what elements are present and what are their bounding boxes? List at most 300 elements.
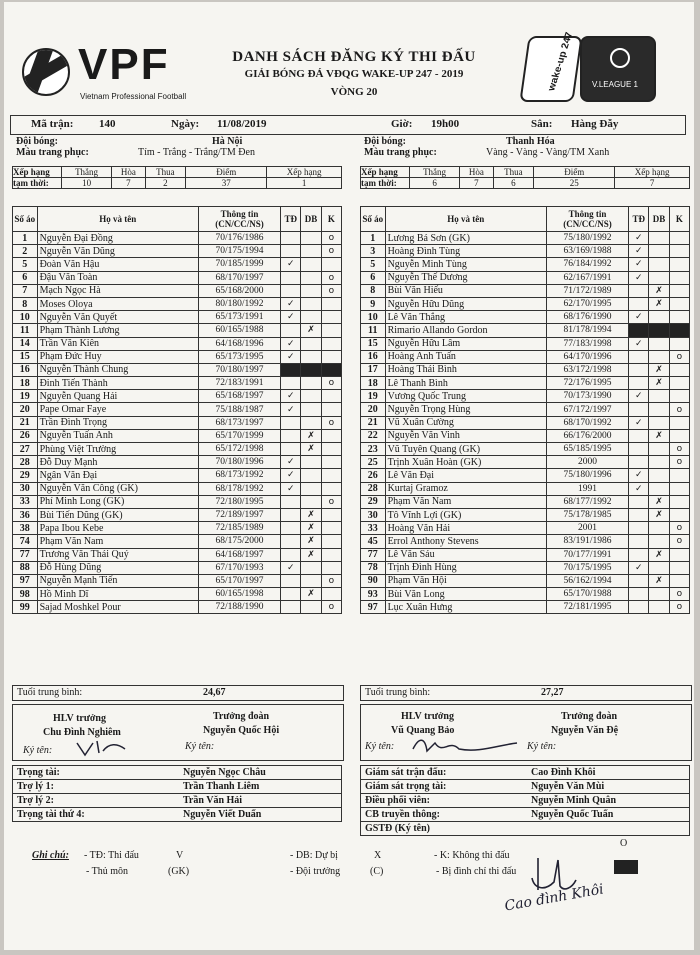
player-number: 27: [13, 443, 38, 456]
official-name: Nguyễn Quốc Tuấn: [531, 809, 614, 820]
player-db-mark: [649, 258, 669, 271]
player-db-mark: [649, 535, 669, 548]
player-number: 25: [361, 456, 386, 469]
player-td-mark: [629, 574, 649, 587]
vleague-emblem-icon: [610, 48, 630, 68]
official-role: Giám sát trọng tài:: [365, 781, 447, 792]
player-k-mark: [669, 561, 689, 574]
player-info: 62/170/1995: [546, 297, 628, 310]
player-td-mark: [629, 443, 649, 456]
player-name: Lê Văn Đại: [385, 469, 546, 482]
player-row: [361, 232, 690, 245]
player-td-mark: [629, 601, 649, 614]
player-info: 72/181/1995: [546, 601, 628, 614]
player-info: 68/170/1997: [198, 271, 280, 284]
player-td-mark: [281, 443, 301, 456]
player-number: 1: [13, 232, 38, 245]
player-row: [361, 495, 690, 508]
player-td-mark: [629, 350, 649, 363]
player-k-mark: [321, 311, 341, 324]
player-name: Trương Văn Thái Quý: [37, 548, 198, 561]
home-avg-age: Tuổi trung bình: 24,67: [12, 685, 344, 701]
player-td-mark: [281, 548, 301, 561]
player-name: Lục Xuân Hưng: [385, 601, 546, 614]
player-k-mark: [669, 245, 689, 258]
legend-gk: - Thủ môn: [86, 866, 129, 877]
player-name: Phạm Văn Nam: [37, 535, 198, 548]
player-info: 65/168/1997: [198, 390, 280, 403]
player-row: [13, 403, 342, 416]
home-coach-signature: [73, 739, 133, 759]
player-name: Mạch Ngọc Hà: [37, 284, 198, 297]
player-number: 20: [361, 403, 386, 416]
player-db-mark: ✗: [301, 522, 321, 535]
player-k-mark: [669, 574, 689, 587]
player-db-mark: [301, 469, 321, 482]
player-db-mark: [301, 390, 321, 403]
official-role: Trợ lý 1:: [17, 781, 55, 792]
player-number: 28: [361, 482, 386, 495]
player-db-mark: ✗: [649, 495, 669, 508]
player-info: 65/173/1995: [198, 350, 280, 363]
player-row: [13, 522, 342, 535]
player-k-mark: o: [669, 522, 689, 535]
player-db-mark: ✗: [649, 574, 669, 587]
player-number: 18: [361, 377, 386, 390]
player-db-mark: ✗: [301, 508, 321, 521]
player-td-mark: ✓: [629, 245, 649, 258]
player-k-mark: [321, 403, 341, 416]
player-db-mark: [301, 403, 321, 416]
player-name: Hồ Minh Dĩ: [37, 588, 198, 601]
player-name: Rimario Allando Gordon: [385, 324, 546, 337]
player-row: [361, 258, 690, 271]
player-name: Nguyễn Thành Chung: [37, 363, 198, 376]
player-k-mark: [321, 535, 341, 548]
player-info: 68/177/1992: [546, 495, 628, 508]
player-name: Trần Văn Kiên: [37, 337, 198, 350]
player-k-mark: [321, 350, 341, 363]
player-info: 63/169/1988: [546, 245, 628, 258]
player-info: 68/176/1990: [546, 311, 628, 324]
player-name: Trịnh Xuân Hoàn (GK): [385, 456, 546, 469]
player-number: 10: [13, 311, 38, 324]
legend-suspended: - Bị đình chỉ thi đấu: [436, 866, 517, 877]
stadium: Hàng Đẫy: [571, 118, 619, 130]
player-info: 68/170/1992: [546, 416, 628, 429]
player-name: Trần Đình Trọng: [37, 416, 198, 429]
player-name: Phùng Việt Trường: [37, 443, 198, 456]
player-info: 83/191/1986: [546, 535, 628, 548]
player-k-mark: [669, 429, 689, 442]
player-row: [361, 403, 690, 416]
player-number: 98: [13, 588, 38, 601]
player-number: 26: [13, 429, 38, 442]
stadium-label: Sân:: [531, 118, 553, 130]
player-td-mark: ✓: [629, 416, 649, 429]
player-td-mark: [281, 588, 301, 601]
player-row: [361, 601, 690, 614]
referee-list: [12, 765, 342, 822]
player-td-mark: [281, 245, 301, 258]
player-td-mark: [281, 377, 301, 390]
legend-td-symbol: V: [176, 850, 184, 861]
player-number: 23: [361, 443, 386, 456]
player-info: 71/172/1989: [546, 284, 628, 297]
home-team-name: Hà Nội: [212, 136, 243, 147]
official-row: [360, 780, 690, 794]
player-db-mark: [301, 495, 321, 508]
player-info: 65/173/1991: [198, 311, 280, 324]
player-row: [13, 601, 342, 614]
player-name: Ngân Văn Đại: [37, 469, 198, 482]
official-name: Trần Thanh Liêm: [183, 781, 260, 792]
player-name: Nguyễn Hữu Dũng: [385, 297, 546, 310]
player-number: 33: [361, 522, 386, 535]
player-db-mark: [649, 561, 669, 574]
player-number: 22: [361, 429, 386, 442]
official-name: Cao Đình Khôi: [531, 767, 596, 778]
player-db-mark: ✗: [649, 363, 669, 376]
player-db-mark: [649, 588, 669, 601]
player-number: 10: [361, 311, 386, 324]
player-name: Hoàng Văn Hải: [385, 522, 546, 535]
player-k-mark: [321, 456, 341, 469]
player-row: [361, 522, 690, 535]
player-td-mark: [281, 574, 301, 587]
player-k-mark: [669, 416, 689, 429]
player-number: 8: [361, 284, 386, 297]
player-td-mark: ✓: [281, 469, 301, 482]
player-info: 75/178/1985: [546, 508, 628, 521]
player-name: Nguyễn Văn Quyết: [37, 311, 198, 324]
player-number: 16: [361, 350, 386, 363]
player-name: Sajad Moshkel Pour: [37, 601, 198, 614]
home-standings: Xếp hạng Thắng Hòa Thua Điểm Xếp hạng tạm thời: 10 7 2 37 1: [12, 166, 342, 189]
player-info: 70/177/1991: [546, 548, 628, 561]
player-name: Errol Anthony Stevens: [385, 535, 546, 548]
player-number: 2: [13, 245, 38, 258]
player-name: Nguyễn Trọng Hùng: [385, 403, 546, 416]
player-db-mark: ✗: [649, 284, 669, 297]
player-row: [13, 258, 342, 271]
player-number: 97: [13, 574, 38, 587]
player-row: [13, 469, 342, 482]
player-number: 74: [13, 535, 38, 548]
player-k-mark: [669, 271, 689, 284]
vleague-logo: V.LEAGUE 1: [580, 36, 656, 102]
player-k-mark: [321, 337, 341, 350]
player-td-mark: [281, 271, 301, 284]
player-k-mark: [321, 258, 341, 271]
tournament-name: GIẢI BÓNG ĐÁ VĐQG WAKE-UP 247 - 2019: [244, 68, 464, 80]
player-row: [361, 311, 690, 324]
player-k-mark: [321, 297, 341, 310]
player-name: Nguyễn Văn Dũng: [37, 245, 198, 258]
player-db-mark: [301, 232, 321, 245]
player-number: 7: [13, 284, 38, 297]
player-row: [361, 390, 690, 403]
player-k-mark: [669, 284, 689, 297]
player-row: [13, 429, 342, 442]
player-k-mark: o: [669, 443, 689, 456]
player-k-mark: o: [321, 495, 341, 508]
player-db-mark: [301, 311, 321, 324]
official-row: [12, 780, 342, 794]
player-db-mark: [301, 284, 321, 297]
player-number: 36: [13, 508, 38, 521]
away-team-info: Đội bóng: Thanh Hóa Màu trang phục: Vàng - Vàng - Vàng/TM Xanh: [364, 136, 610, 158]
player-db-mark: ✗: [301, 548, 321, 561]
player-number: 15: [361, 337, 386, 350]
player-db-mark: [649, 232, 669, 245]
player-td-mark: [281, 232, 301, 245]
legend-captain-symbol: (C): [370, 866, 384, 877]
player-number: 29: [13, 469, 38, 482]
player-row: [361, 363, 690, 376]
player-name: Nguyễn Đại Đồng: [37, 232, 198, 245]
player-k-mark: [669, 232, 689, 245]
match-date-label: Ngày:: [171, 118, 200, 130]
player-number: 45: [361, 535, 386, 548]
player-db-mark: [649, 271, 669, 284]
player-k-mark: [669, 469, 689, 482]
player-number: 14: [13, 337, 38, 350]
player-name: Hoàng Thái Bình: [385, 363, 546, 376]
player-name: Lê Văn Thắng: [385, 311, 546, 324]
player-number: 8: [13, 297, 38, 310]
player-row: [13, 574, 342, 587]
player-row: [13, 271, 342, 284]
player-td-mark: ✓: [281, 337, 301, 350]
player-k-mark: [321, 588, 341, 601]
player-db-mark: [301, 456, 321, 469]
player-info: 67/172/1997: [546, 403, 628, 416]
player-db-mark: ✗: [649, 508, 669, 521]
home-kit: Tím - Trắng - Trắng/TM Đen: [138, 147, 255, 158]
player-db-mark: [649, 403, 669, 416]
player-db-mark: ✗: [301, 535, 321, 548]
wakeup-logo: wake-up 247: [519, 36, 582, 102]
player-info: 65/170/1999: [198, 429, 280, 442]
player-td-mark: [281, 416, 301, 429]
player-name: Bùi Tiến Dũng (GK): [37, 508, 198, 521]
player-info: 65/168/2000: [198, 284, 280, 297]
player-number: 6: [13, 271, 38, 284]
player-db-mark: [649, 601, 669, 614]
player-number: 99: [13, 601, 38, 614]
player-name: Bùi Văn Hiếu: [385, 284, 546, 297]
player-number: 15: [13, 350, 38, 363]
player-number: 5: [13, 258, 38, 271]
home-leader-name: Nguyễn Quốc Hội: [203, 725, 280, 736]
player-info: 72/189/1997: [198, 508, 280, 521]
player-info: 75/180/1996: [546, 469, 628, 482]
player-info: 68/178/1992: [198, 482, 280, 495]
player-td-mark: ✓: [629, 469, 649, 482]
player-number: 30: [13, 482, 38, 495]
player-name: Pape Omar Faye: [37, 403, 198, 416]
player-name: Lê Văn Sáu: [385, 548, 546, 561]
player-name: Nguyễn Tuấn Anh: [37, 429, 198, 442]
player-info: 70/185/1999: [198, 258, 280, 271]
player-name: Hoàng Anh Tuấn: [385, 350, 546, 363]
player-td-mark: ✓: [281, 403, 301, 416]
player-k-mark: o: [669, 535, 689, 548]
player-k-mark: o: [669, 403, 689, 416]
player-name: Nguyễn Hữu Lâm: [385, 337, 546, 350]
player-row: [13, 443, 342, 456]
player-number: 21: [361, 416, 386, 429]
player-row: [361, 416, 690, 429]
player-db-mark: ✗: [649, 548, 669, 561]
match-date: 11/08/2019: [217, 118, 267, 130]
player-info: 68/173/1992: [198, 469, 280, 482]
player-db-mark: [649, 522, 669, 535]
player-db-mark: ✗: [301, 443, 321, 456]
player-db-mark: [649, 324, 669, 337]
away-standings: Xếp hạng Thắng Hòa Thua Điểm Xếp hạng tạm thời: 6 7 6 25 7: [360, 166, 690, 189]
player-row: [13, 363, 342, 376]
player-db-mark: [301, 482, 321, 495]
player-name: Đinh Tiến Thành: [37, 377, 198, 390]
player-td-mark: [281, 429, 301, 442]
player-db-mark: [649, 416, 669, 429]
player-row: [361, 297, 690, 310]
player-number: 78: [361, 561, 386, 574]
player-db-mark: [301, 245, 321, 258]
player-row: [13, 416, 342, 429]
player-number: 97: [361, 601, 386, 614]
player-number: 19: [361, 390, 386, 403]
player-k-mark: [669, 324, 689, 337]
player-name: Nguyễn Quang Hải: [37, 390, 198, 403]
player-td-mark: ✓: [629, 561, 649, 574]
player-name: Vũ Xuân Cường: [385, 416, 546, 429]
player-k-mark: [669, 337, 689, 350]
legend-k: - K: Không thi đấu: [434, 850, 510, 861]
player-name: Nguyễn Mạnh Tiến: [37, 574, 198, 587]
player-row: [361, 561, 690, 574]
player-name: Lê Thanh Bình: [385, 377, 546, 390]
player-info: 75/180/1992: [546, 232, 628, 245]
player-db-mark: ✗: [649, 297, 669, 310]
player-td-mark: ✓: [629, 482, 649, 495]
legend-note: Ghi chú:: [32, 850, 69, 861]
vpf-logo-subtitle: Vietnam Professional Football: [80, 92, 187, 101]
player-info: 65/185/1995: [546, 443, 628, 456]
player-td-mark: [629, 548, 649, 561]
official-row: [12, 794, 342, 808]
player-info: 64/170/1996: [546, 350, 628, 363]
player-number: 3: [361, 245, 386, 258]
player-info: 72/188/1990: [198, 601, 280, 614]
player-number: 11: [361, 324, 386, 337]
official-role: CB truyền thông:: [365, 809, 441, 820]
match-code: 140: [99, 118, 116, 130]
player-td-mark: [629, 456, 649, 469]
player-row: [13, 337, 342, 350]
player-td-mark: [281, 535, 301, 548]
player-info: 56/162/1994: [546, 574, 628, 587]
player-info: 68/173/1997: [198, 416, 280, 429]
player-row: [13, 482, 342, 495]
official-row: [360, 794, 690, 808]
official-row: [360, 765, 690, 780]
player-row: [361, 574, 690, 587]
official-role: Trọng tài:: [17, 767, 60, 778]
player-k-mark: o: [669, 350, 689, 363]
player-number: 16: [13, 363, 38, 376]
official-list: [360, 765, 690, 836]
away-staff: HLV trưởng Vũ Quang Bảo Ký tên: Trưởng đoàn Nguyễn Văn Đệ Ký tên:: [360, 704, 692, 761]
player-info: 72/185/1989: [198, 522, 280, 535]
player-name: Papa Ibou Kebe: [37, 522, 198, 535]
player-db-mark: [301, 561, 321, 574]
player-k-mark: [321, 469, 341, 482]
player-td-mark: [281, 324, 301, 337]
player-name: Tô Vĩnh Lợi (GK): [385, 508, 546, 521]
player-number: 77: [13, 548, 38, 561]
official-role: Trọng tài thứ 4:: [17, 809, 85, 820]
official-name: Nguyễn Minh Quân: [531, 795, 617, 806]
player-name: Phạm Văn Hội: [385, 574, 546, 587]
player-info: 62/167/1991: [546, 271, 628, 284]
match-time-label: Giờ:: [391, 118, 413, 130]
player-row: [361, 482, 690, 495]
player-td-mark: [629, 522, 649, 535]
player-name: Lương Bá Sơn (GK): [385, 232, 546, 245]
player-td-mark: ✓: [281, 482, 301, 495]
player-td-mark: ✓: [281, 311, 301, 324]
player-row: [13, 548, 342, 561]
player-td-mark: ✓: [629, 232, 649, 245]
player-info: 72/180/1995: [198, 495, 280, 508]
home-team-info: Đội bóng: Hà Nội Màu trang phục: Tím - Trắng - Trắng/TM Đen: [16, 136, 255, 158]
player-k-mark: [321, 522, 341, 535]
player-db-mark: [649, 469, 669, 482]
player-k-mark: o: [321, 245, 341, 258]
player-info: 2001: [546, 522, 628, 535]
player-info: 67/170/1993: [198, 561, 280, 574]
player-k-mark: o: [321, 232, 341, 245]
player-info: 77/183/1998: [546, 337, 628, 350]
official-row: [360, 822, 690, 836]
player-db-mark: [301, 574, 321, 587]
vpf-logo: [18, 40, 208, 104]
player-k-mark: o: [321, 377, 341, 390]
player-name: Đoàn Văn Hậu: [37, 258, 198, 271]
player-row: [361, 350, 690, 363]
player-info: 65/170/1988: [546, 588, 628, 601]
player-td-mark: [629, 403, 649, 416]
player-db-mark: [301, 337, 321, 350]
player-td-mark: ✓: [281, 561, 301, 574]
legend-db: - DB: Dự bị: [290, 850, 338, 861]
player-db-mark: [301, 416, 321, 429]
player-row: [13, 588, 342, 601]
player-k-mark: [321, 508, 341, 521]
player-k-mark: [669, 548, 689, 561]
player-info: 70/180/1997: [198, 363, 280, 376]
official-row: [12, 765, 342, 780]
match-info-bar: [10, 115, 686, 135]
player-db-mark: [649, 245, 669, 258]
player-td-mark: ✓: [629, 271, 649, 284]
player-k-mark: [669, 297, 689, 310]
player-row: [13, 350, 342, 363]
player-name: Bùi Văn Long: [385, 588, 546, 601]
